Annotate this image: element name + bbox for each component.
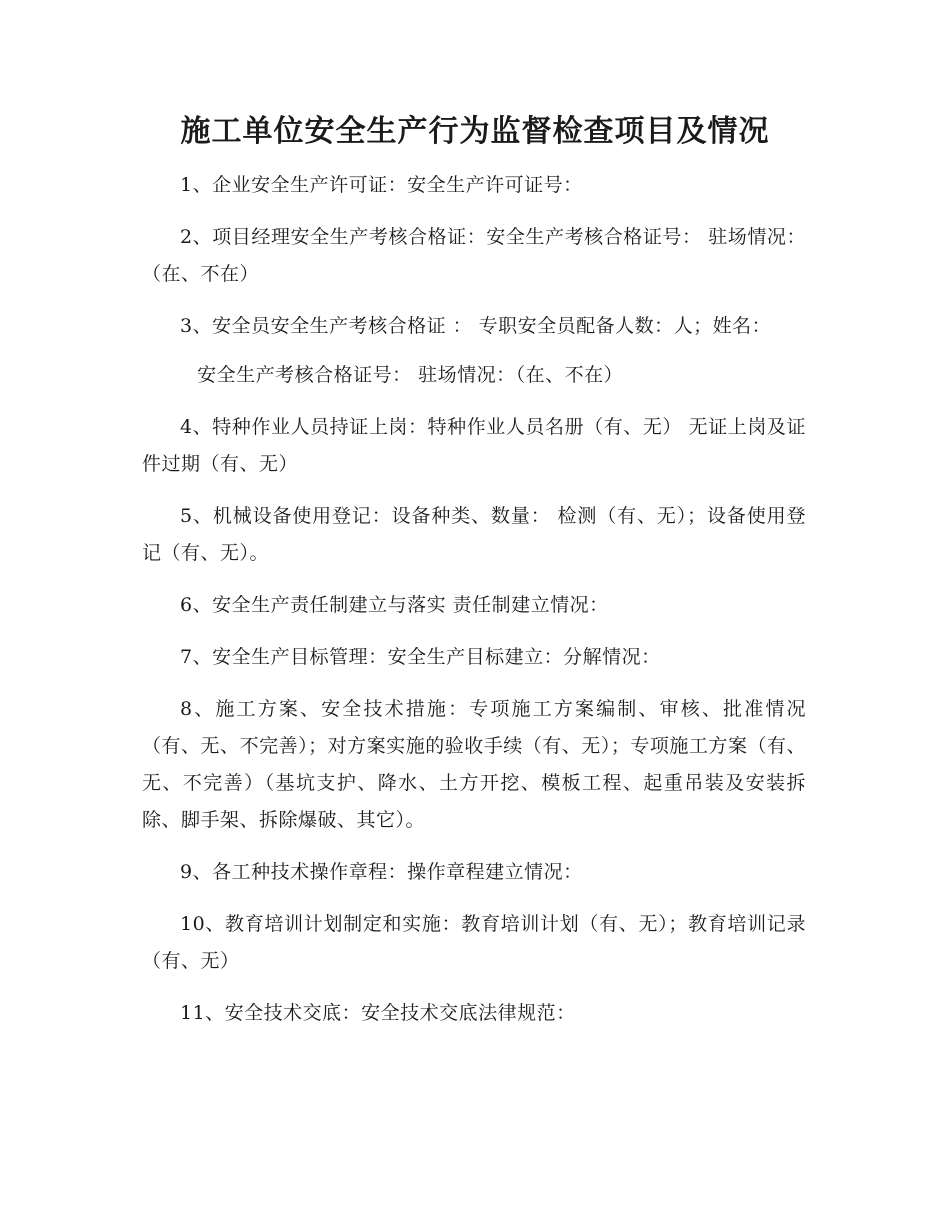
item-3-continuation-paragraph: 安全生产考核合格证号： 驻场情况：（在、不在） xyxy=(197,364,624,386)
item-10-paragraph: 10、教育培训计划制定和实施：教育培训计划（有、无）；教育培训记录（有、无） xyxy=(142,913,806,972)
item-3-paragraph: 3、安全员安全生产考核合格证 ： 专职安全员配备人数：人；姓名： xyxy=(180,315,772,337)
item-2-paragraph: 2、项目经理安全生产考核合格证：安全生产考核合格证号： 驻场情况：（在、不在） xyxy=(142,226,806,285)
item-4-paragraph: 4、特种作业人员持证上岗：特种作业人员名册（有、无） 无证上岗及证件过期（有、无） xyxy=(142,416,806,475)
item-9-paragraph: 9、各工种技术操作章程：操作章程建立情况： xyxy=(180,861,583,883)
item-11-paragraph: 11、安全技术交底：安全技术交底法律规范： xyxy=(180,1002,576,1024)
item-8-paragraph: 8、施工方案、安全技术措施：专项施工方案编制、审核、批准情况（有、无、不完善）；对方案实施的验收手续（有、无）；专项施工方案（有、无、不完善）（基坑支护、降水、土方开挖、模板工程、起重吊装及安装拆除、脚手架、拆除爆破、其它）。 xyxy=(142,698,806,831)
item-7-paragraph: 7、安全生产目标管理：安全生产目标建立：分解情况： xyxy=(180,646,661,668)
document-title: 施工单位安全生产行为监督检查项目及情况 xyxy=(180,114,770,149)
item-6-paragraph: 6、安全生产责任制建立与落实 责任制建立情况： xyxy=(180,594,609,616)
item-1-paragraph: 1、企业安全生产许可证：安全生产许可证号： xyxy=(180,174,583,196)
item-5-paragraph: 5、机械设备使用登记：设备种类、数量： 检测（有、无）；设备使用登记（有、无）。 xyxy=(142,505,806,564)
document-body xyxy=(142,167,806,1047)
